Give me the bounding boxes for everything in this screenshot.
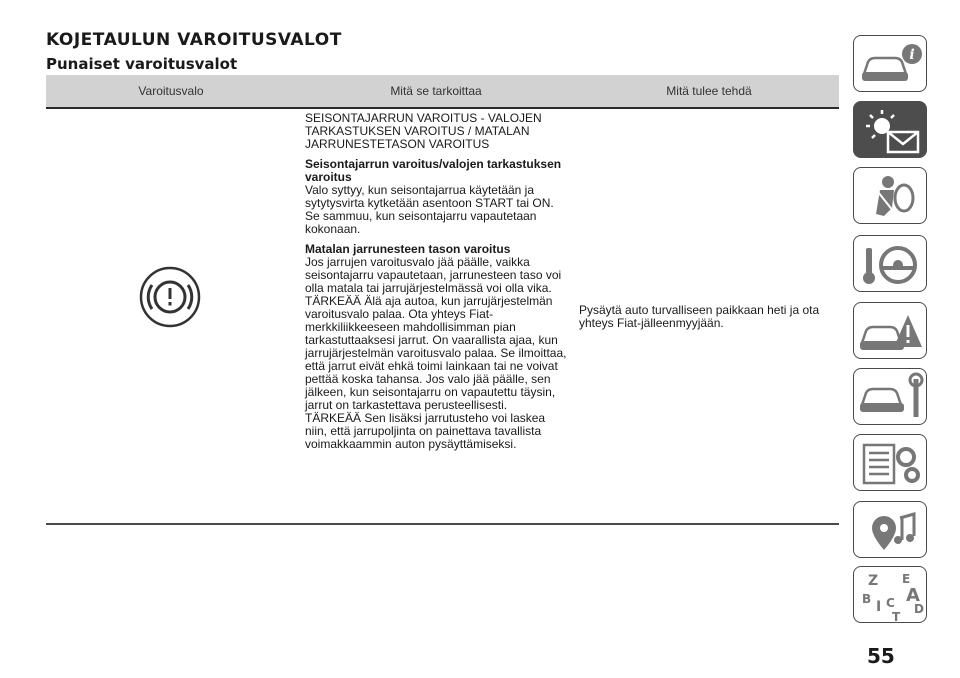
index-letter: C (886, 596, 895, 610)
warning-text-2: TÄRKEÄÄ Sen lisäksi jarrutusteho voi laskea niin, että jarrupoljinta on painettava tavallista voimakkaammin auton pysäyttämiseksi. (305, 411, 546, 451)
tab-technical-data[interactable] (853, 434, 927, 491)
warning-lights-icon (854, 102, 928, 159)
section1 (305, 158, 567, 236)
tab-safety[interactable] (853, 167, 927, 224)
section1-text: Valo syttyy, kun seisontajarrua käytetään ja sytytysvirta kytketään asentoon START tai ON. Se sammuu, kun seisontajarru vapautetaan kokonaan. (305, 183, 554, 236)
section-subheading: Punaiset varoitusvalot (46, 55, 238, 73)
index-letter: Z (868, 573, 879, 589)
tab-car-info[interactable] (853, 35, 927, 92)
meaning-cell (305, 112, 567, 451)
index-letter: I (876, 599, 882, 615)
svg-text:i: i (909, 47, 915, 63)
column-header-action: Mitä tulee tehdä (666, 84, 752, 98)
technical-data-icon (854, 435, 928, 492)
index-letter: B (862, 592, 872, 606)
table-header (46, 75, 839, 109)
brake-warning-icon (139, 266, 201, 328)
multimedia-icon (854, 502, 928, 559)
section-heading: KOJETAULUN VAROITUSVALOT (46, 30, 342, 50)
section2-text: Jos jarrujen varoitusvalo jää päälle, vaikka seisontajarru vapautetaan, jarrunesteen taso voi olla matala tai jarrujärjestelmässä voi olla vika. (305, 255, 562, 295)
index-letter: A (906, 585, 920, 606)
tab-maintenance[interactable] (853, 368, 927, 425)
page-number: 55 (867, 644, 895, 668)
tab-warning-lights[interactable] (853, 101, 927, 158)
warning-text-1: TÄRKEÄÄ Älä aja autoa, kun jarrujärjestelmän varoitusvalo palaa. Ota yhteys Fiat-merkkiliikkeeseen mahdollisimman pian tarkastuttaaksesi jarrut. On vaarallista ajaa, kun jarrujärjestelmän varoitusvalo palaa. Se ilmoittaa, että jarrut eivät ehkä toimi lainkaan tai ne voivat pettää koska tahansa. Jos valo jää päälle, sen jälkeen, kun seisontajarru on vapautettu täysin, jarrut on tarkastettava perusteellisesti. (305, 294, 567, 412)
tab-index[interactable] (853, 566, 927, 623)
tab-emergency[interactable] (853, 302, 927, 359)
table-bottom-rule (46, 523, 839, 525)
section2 (305, 243, 567, 451)
car-info-icon (854, 36, 928, 93)
column-header-meaning: Mitä se tarkoittaa (390, 84, 482, 98)
emergency-icon (854, 303, 928, 360)
action-cell: Pysäytä auto turvalliseen paikkaan heti ja ota yhteys Fiat-jälleenmyyjään. (579, 303, 820, 330)
index-letter: D (914, 602, 924, 616)
index-icon (854, 567, 928, 624)
index-letter: E (902, 572, 911, 586)
section1-heading: Seisontajarrun varoitus/valojen tarkastuksen varoitus (305, 157, 562, 184)
column-header-light: Varoitusvalo (138, 84, 204, 98)
tab-multimedia[interactable] (853, 501, 927, 558)
section2-heading: Matalan jarrunesteen tason varoitus (305, 242, 511, 256)
steering-key-icon (854, 236, 928, 293)
index-letter: T (892, 610, 901, 624)
meaning-title: SEISONTAJARRUN VAROITUS - VALOJEN TARKASTUKSEN VAROITUS / MATALAN JARRUNESTETASON VAROITUS (305, 111, 542, 151)
tab-starting-driving[interactable] (853, 235, 927, 292)
maintenance-icon (854, 369, 928, 426)
safety-airbag-icon (854, 168, 928, 225)
